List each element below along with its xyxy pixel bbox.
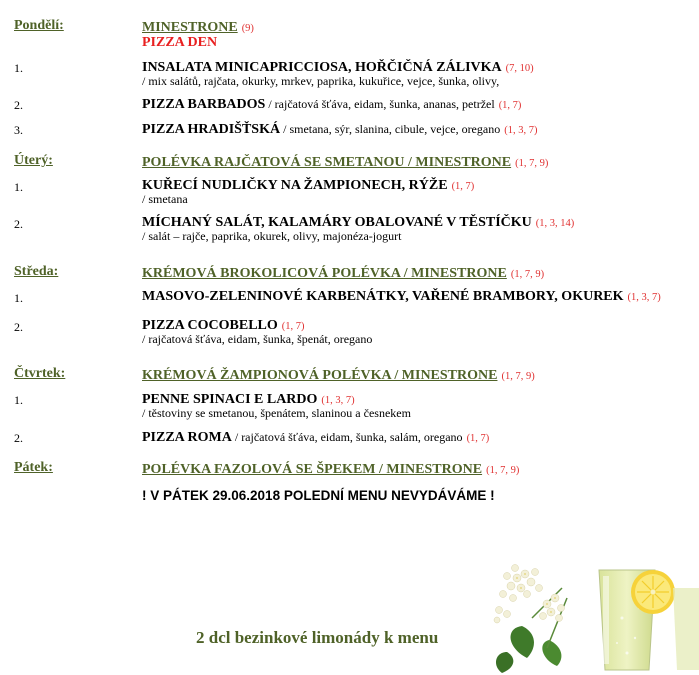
dish-description: / mix salátů, rajčata, okurky, mrkev, paprika, kukuřice, vejce, šunka, olivy, <box>142 74 500 88</box>
day-label-wednesday: Středa: <box>14 264 59 279</box>
item-number: 2. <box>14 98 23 112</box>
separator: / <box>231 430 242 444</box>
soup-name: MINESTRONE <box>142 20 238 35</box>
item-number: 3. <box>14 123 23 137</box>
allergen-codes: (7, 10) <box>505 63 534 74</box>
dish-name: PENNE SPINACI E LARDO <box>142 392 318 407</box>
dish-name: PIZZA BARBADOS <box>142 97 266 112</box>
soup-line-thursday <box>142 366 535 384</box>
item-number: 1. <box>14 393 23 407</box>
dish-name: PIZZA ROMA <box>142 430 232 445</box>
dish-description: / těstoviny se smetanou, špenátem, slaninou a česnekem <box>142 406 411 420</box>
dish-description: smetana, sýr, slanina, cibule, vejce, oregano <box>289 122 501 136</box>
item-number: 2. <box>14 217 23 231</box>
lemonade-promo: 2 dcl bezinkové limonády k menu <box>196 628 439 647</box>
lemonade-photo <box>487 548 699 675</box>
item-number: 1. <box>14 180 23 194</box>
allergen-codes: (1, 7, 9) <box>515 158 549 169</box>
dish-name: MASOVO-ZELENINOVÉ KARBENÁTKY, VAŘENÉ BRAMBORY, OKUREK <box>142 289 624 304</box>
soup-line-monday <box>142 18 254 36</box>
soup-name: POLÉVKA FAZOLOVÁ SE ŠPEKEM / MINESTRONE <box>142 462 483 477</box>
separator: / <box>265 97 275 111</box>
allergen-codes: (1, 7) <box>498 100 522 111</box>
dish-description: / rajčatová šťáva, eidam, šunka, špenát, oregano <box>142 332 373 346</box>
item-number: 2. <box>14 431 23 445</box>
dish-description: rajčatová šťáva, eidam, šunka, ananas, petržel <box>274 97 495 111</box>
soup-line-friday <box>142 460 519 478</box>
soup-line-tuesday <box>142 153 548 171</box>
dish-description: rajčatová šťáva, eidam, šunka, salám, oregano <box>241 430 463 444</box>
separator: / <box>280 122 290 136</box>
friday-closed-notice: ! V PÁTEK 29.06.2018 POLEDNÍ MENU NEVYDÁVÁME ! <box>142 488 495 503</box>
dish-description: / smetana <box>142 192 188 206</box>
elderflower-lemonade-illustration <box>487 548 699 675</box>
allergen-codes: (1, 7) <box>281 321 305 332</box>
pizza-day-label: PIZZA DEN <box>142 35 218 50</box>
day-label-friday: Pátek: <box>14 460 53 475</box>
dish-name: MÍCHANÝ SALÁT, KALAMÁRY OBALOVANÉ V TĚSTÍČKU <box>142 215 532 230</box>
allergen-codes: (1, 3, 14) <box>535 218 575 229</box>
dish-name: PIZZA HRADIŠŤSKÁ <box>142 122 281 137</box>
soup-name: KRÉMOVÁ BROKOLICOVÁ POLÉVKA / MINESTRONE <box>142 266 507 281</box>
menu-item <box>142 428 489 446</box>
allergen-codes: (1, 3, 7) <box>627 292 661 303</box>
soup-name: POLÉVKA RAJČATOVÁ SE SMETANOU / MINESTRONE <box>142 155 512 170</box>
day-label-thursday: Čtvrtek: <box>14 366 66 381</box>
allergen-codes: (9) <box>241 23 254 34</box>
day-label-tuesday: Úterý: <box>14 153 53 168</box>
dish-name: KUŘECÍ NUDLIČKY NA ŽAMPIONECH, RÝŽE <box>142 178 448 193</box>
dish-description: / salát – rajče, paprika, okurek, olivy, majonéza-jogurt <box>142 229 402 243</box>
allergen-codes: (1, 7) <box>466 433 490 444</box>
item-number: 1. <box>14 291 23 305</box>
menu-item <box>142 287 661 305</box>
menu-item <box>142 95 521 113</box>
allergen-codes: (1, 7, 9) <box>486 465 520 476</box>
menu-item <box>142 176 474 194</box>
allergen-codes: (1, 7, 9) <box>501 371 535 382</box>
soup-line-wednesday <box>142 264 544 282</box>
allergen-codes: (1, 7, 9) <box>510 269 545 280</box>
soup-name: KRÉMOVÁ ŽAMPIONOVÁ POLÉVKA / MINESTRONE <box>142 368 498 383</box>
dish-name: INSALATA MINICAPRICCIOSA, HOŘČIČNÁ ZÁLIVKA <box>142 60 502 75</box>
allergen-codes: (1, 3, 7) <box>321 395 355 406</box>
dish-name: PIZZA COCOBELLO <box>142 318 278 333</box>
allergen-codes: (1, 3, 7) <box>504 125 538 136</box>
item-number: 1. <box>14 61 23 75</box>
allergen-codes: (1, 7) <box>451 181 475 192</box>
item-number: 2. <box>14 320 23 334</box>
day-label-monday: Pondělí: <box>14 18 64 33</box>
menu-item <box>142 120 537 138</box>
